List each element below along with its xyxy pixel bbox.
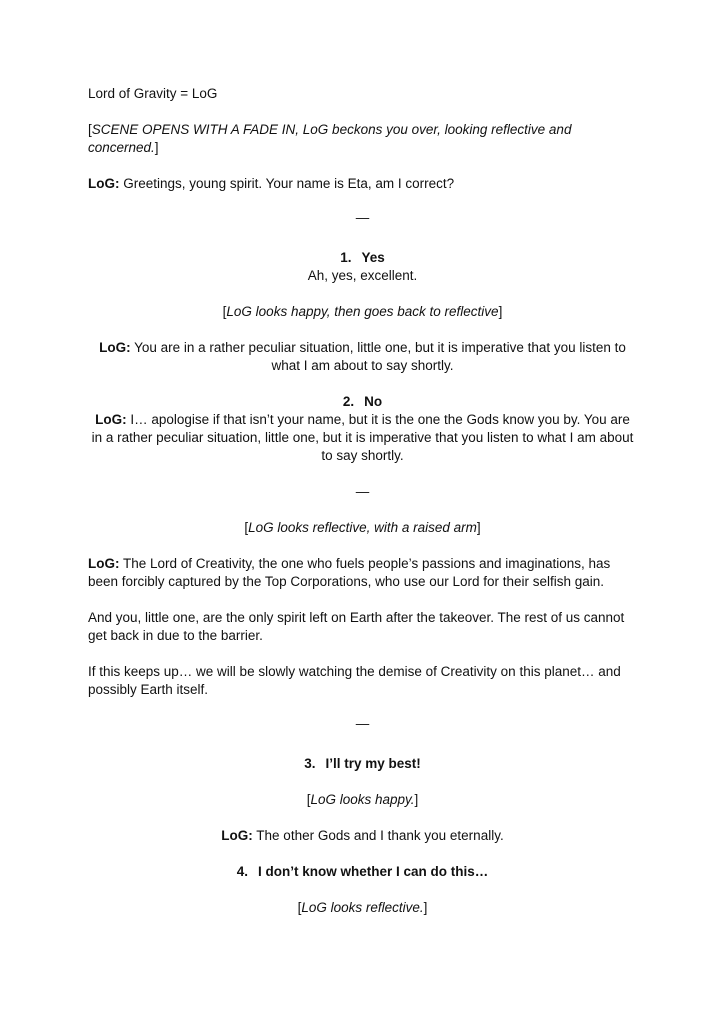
choice-3-stage: [88, 791, 637, 809]
choice-1-heading: [88, 249, 637, 267]
bracket-open: [: [306, 792, 311, 807]
section-divider: —: [355, 484, 370, 499]
paragraph-1-text: The Lord of Creativity, the one who fuels people’s passions and imaginations, has been forcibly captured by the Top Corporations, who use our Lord for their selfish gain.: [88, 556, 611, 589]
choice-1-dialogue: [88, 339, 637, 375]
stage-raised-arm: [88, 519, 637, 537]
section-divider: —: [355, 210, 370, 225]
choice-4-stage: [88, 899, 637, 917]
choice-4-number: 4.: [236, 864, 248, 879]
choice-3-number: 3.: [304, 756, 316, 771]
choice-1-line: You are in a rather peculiar situation, little one, but it is imperative that you listen to what I am about to say shortly.: [134, 340, 626, 373]
choice-3-line: The other Gods and I thank you eternally.: [256, 828, 504, 843]
choice-4-heading: [88, 863, 637, 881]
choice-3-label: I’ll try my best!: [325, 756, 421, 771]
scene-direction: [88, 121, 637, 157]
choice-1-response: Ah, yes, excellent.: [307, 268, 418, 283]
choice-4-stage-text: LoG looks reflective.: [301, 900, 424, 915]
choice-1-stage: [88, 303, 637, 321]
choice-1-stage-text: LoG looks happy, then goes back to reflective: [226, 304, 499, 319]
bracket-close: ]: [498, 304, 503, 319]
speaker-label: LoG:: [95, 412, 127, 427]
greeting-line: [88, 175, 637, 193]
bracket-open: [: [222, 304, 227, 319]
speaker-label: LoG:: [88, 176, 120, 191]
choice-1-label: Yes: [361, 250, 385, 265]
stage-raised-arm-text: LoG looks reflective, with a raised arm: [248, 520, 477, 535]
speaker-label: LoG:: [99, 340, 131, 355]
choice-1-number: 1.: [340, 250, 352, 265]
bracket-close: ]: [476, 520, 481, 535]
choice-2-label: No: [364, 394, 383, 409]
section-divider: —: [355, 716, 370, 731]
speaker-label: LoG:: [221, 828, 253, 843]
paragraph-2: And you, little one, are the only spirit left on Earth after the takeover. The rest of us cannot get back in due to the barrier.: [88, 610, 625, 643]
paragraph-1: [88, 555, 637, 591]
paragraph-3: If this keeps up… we will be slowly watching the demise of Creativity on this planet… and possibly Earth itself.: [88, 664, 621, 697]
bracket-open: [: [88, 122, 92, 137]
choice-3-stage-text: LoG looks happy.: [310, 792, 415, 807]
choice-3-heading: [88, 755, 637, 773]
bracket-close: ]: [154, 140, 159, 155]
choice-2-number: 2.: [342, 394, 355, 409]
intro-line: Lord of Gravity = LoG: [88, 86, 218, 101]
speaker-label: LoG:: [88, 556, 120, 571]
choice-4-label: I don’t know whether I can do this…: [258, 864, 489, 879]
choice-2-line: I… apologise if that isn’t your name, but it is the one the Gods know you by. You are in a rather peculiar situation, little one, but it is imperative that you listen to what I am about to say shortly.: [91, 412, 634, 463]
bracket-open: [: [297, 900, 302, 915]
bracket-open: [: [244, 520, 249, 535]
bracket-close: ]: [414, 792, 419, 807]
greeting-text: Greetings, young spirit. Your name is Eta, am I correct?: [123, 176, 455, 191]
scene-text: SCENE OPENS WITH A FADE IN, LoG beckons you over, looking reflective and concerned.: [88, 122, 572, 155]
choice-2-heading: [88, 393, 637, 411]
choice-3-dialogue: [88, 827, 637, 845]
choice-2-dialogue: [88, 411, 637, 465]
bracket-close: ]: [423, 900, 428, 915]
